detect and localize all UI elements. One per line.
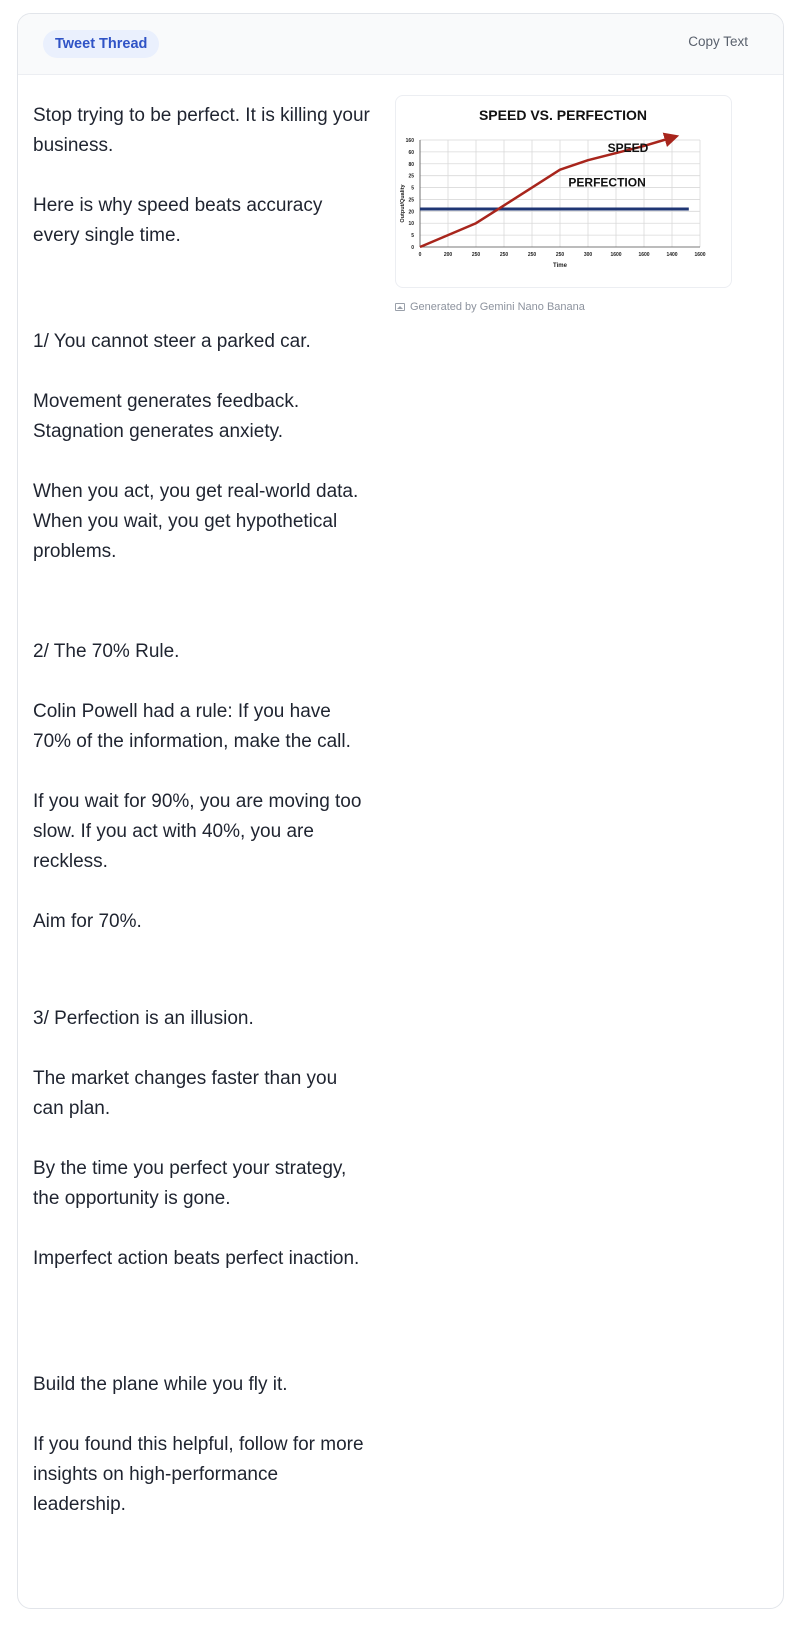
speed-series-label: SPEED — [607, 140, 649, 155]
x-axis-label: Time — [553, 263, 567, 269]
chart-figure — [395, 95, 732, 288]
copy-text-button[interactable]: Copy Text — [688, 34, 748, 49]
y-tick-label: 10 — [408, 221, 414, 228]
x-tick-label: 250 — [527, 252, 537, 258]
x-tick-label: 1600 — [638, 252, 650, 258]
y-tick-label: 160 — [405, 138, 414, 144]
x-tick-label: 250 — [555, 252, 565, 258]
speed-vs-perfection-chart — [396, 96, 731, 287]
x-tick-label: 250 — [499, 252, 509, 258]
y-tick-label: 5 — [411, 233, 414, 240]
tweet-3: 3/ Perfection is an illusion. The market changes faster than you can plan. By the time you perfect your strategy, the opportunity is gone. Imperfect action beats perfect inaction. — [33, 1008, 360, 1269]
tweet-thread-badge: Tweet Thread — [43, 30, 159, 58]
x-tick-label: 1400 — [666, 252, 678, 258]
image-icon — [395, 303, 405, 311]
x-tick-label: 1600 — [694, 252, 706, 258]
x-tick-label: 1600 — [610, 252, 622, 258]
tweet-2: 2/ The 70% Rule. Colin Powell had a rule: If you have 70% of the information, make the call. If you wait for 90%, you are moving too slow. If you act with 40%, you are reckless. Aim for 70%. — [33, 641, 362, 932]
x-tick-label: 0 — [418, 252, 422, 258]
x-tick-label: 250 — [471, 252, 481, 258]
y-tick-label: 0 — [411, 245, 414, 251]
tweet-1: 1/ You cannot steer a parked car. Movement generates feedback. Stagnation generates anxiety. When you act, you get real-world data. When you wait, you get hypothetical problems. — [33, 331, 359, 562]
x-tick-label: 200 — [443, 252, 453, 258]
tweet-4: Build the plane while you fly it. If you found this helpful, follow for more insights on high-performance leadership. — [33, 1374, 364, 1515]
y-tick-label: 80 — [408, 161, 414, 168]
y-tick-label: 25 — [408, 173, 414, 180]
x-tick-label: 300 — [583, 252, 593, 258]
perfection-series-label: PERFECTION — [568, 175, 646, 190]
y-axis-label: Output/Quality — [400, 184, 406, 223]
figure-caption-text: Generated by Gemini Nano Banana — [410, 301, 585, 313]
y-tick-label: 60 — [408, 149, 414, 156]
y-tick-label: 5 — [411, 185, 414, 192]
figure-caption — [395, 301, 585, 313]
y-tick-label: 25 — [408, 197, 414, 204]
y-tick-label: 20 — [408, 209, 414, 216]
card-header — [18, 14, 783, 75]
tweet-0: Stop trying to be perfect. It is killing your business. Here is why speed beats accuracy every single time. — [33, 105, 370, 246]
chart-title: SPEED VS. PERFECTION — [478, 107, 648, 123]
